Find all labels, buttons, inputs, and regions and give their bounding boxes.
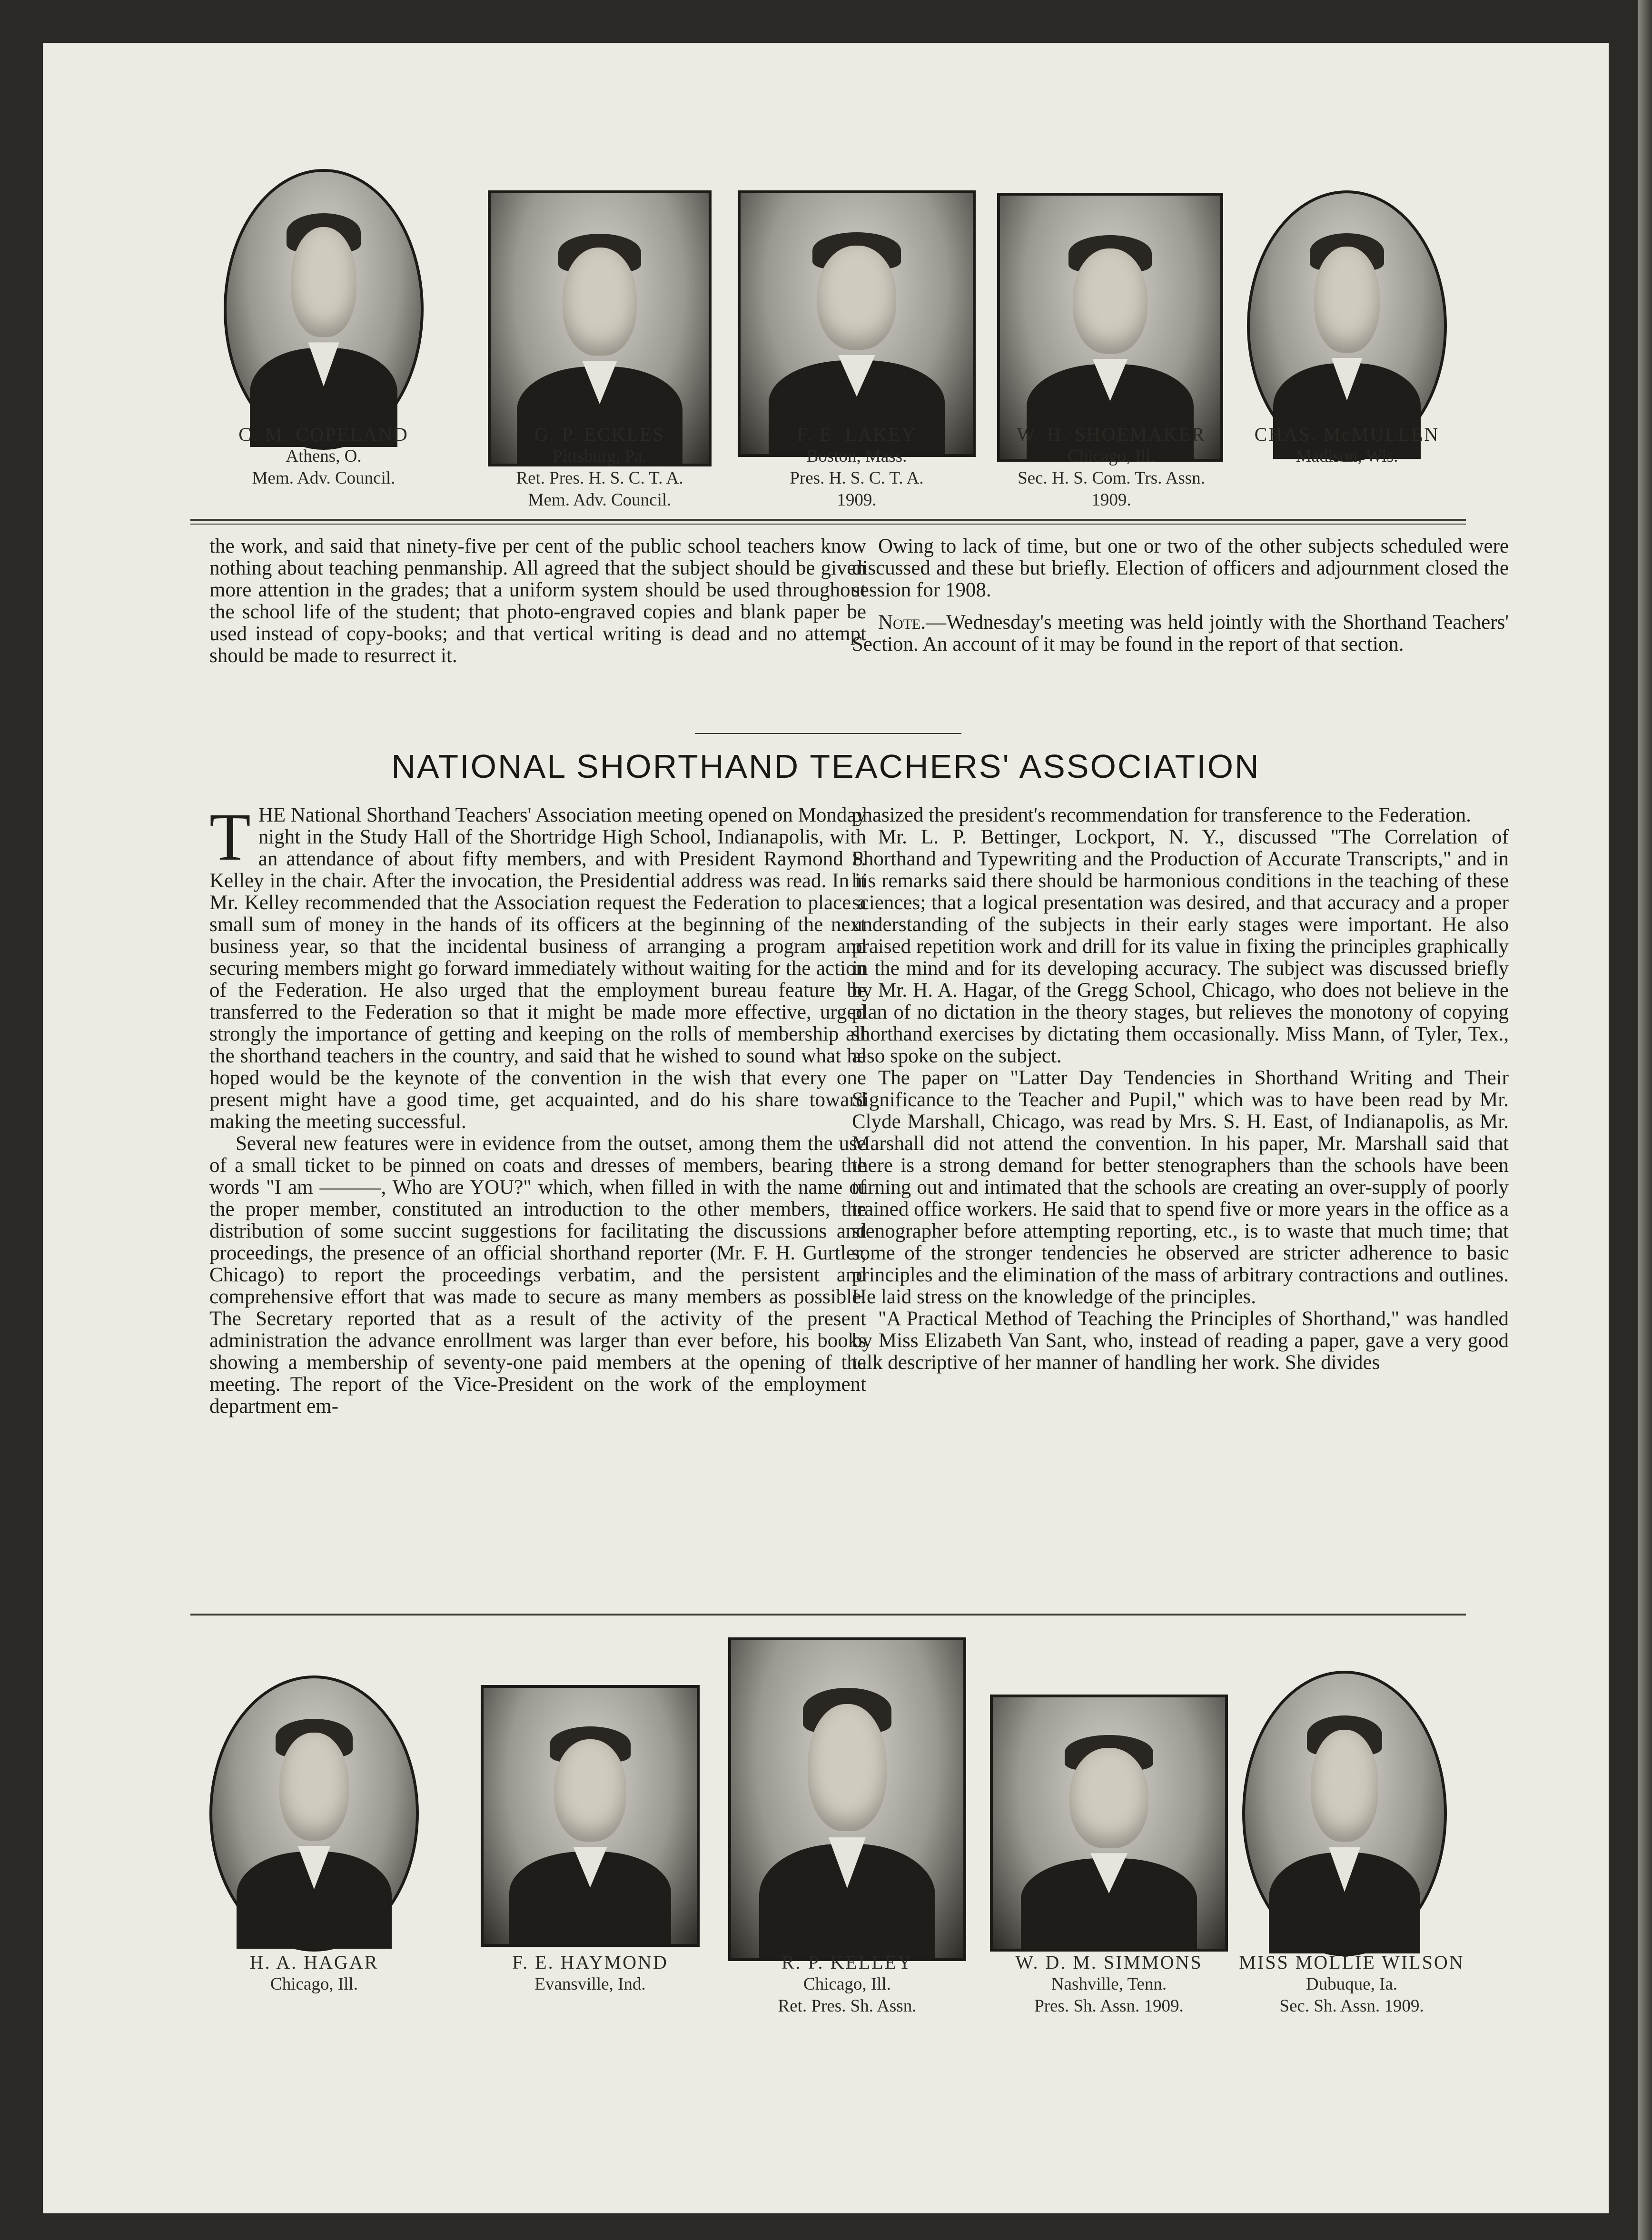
caption-line: Pres. Sh. Assn. 1909. xyxy=(1034,1996,1184,2016)
caption-line: Dubuque, Ia. xyxy=(1306,1974,1398,1994)
article-left-column xyxy=(209,799,866,1417)
article-paragraph: "A Practical Method of Teaching the Principles of Shorthand," was handled by Miss Elizabeth Van Sant, who, instead of reading a paper, gave a very good talk descriptive of her manner of handling her work. She divides xyxy=(852,1308,1509,1374)
caption-name: C. M. COPELAND xyxy=(238,424,409,445)
caption-name: F. E. LAKEY xyxy=(796,424,917,445)
caption-lakey xyxy=(723,424,990,511)
portrait-lakey xyxy=(738,190,976,457)
page-binding-edge xyxy=(1638,0,1652,2240)
caption-wilson xyxy=(1218,1952,1485,2017)
article-paragraph: phasized the president's recommendation for transference to the Federation. xyxy=(852,804,1471,826)
caption-line: Ret. Pres. Sh. Assn. xyxy=(778,1996,917,2016)
caption-name: H. A. HAGAR xyxy=(249,1952,379,1973)
upper-left-paragraph: the work, and said that ninety-five per cent of the public school teachers know nothing about teaching penmanship. All agreed that the subject should be given more attention in the grades; that a uniform system should be used throughout the school life of the student; that photo-engraved copies and blank paper be used instead of copy-books; and that vertical writing is dead and no attempt should be made to resurrect it. xyxy=(209,535,866,667)
caption-hagar xyxy=(195,1952,433,1995)
caption-line: Athens, O. xyxy=(286,446,362,466)
caption-name: W. D. M. SIMMONS xyxy=(1015,1952,1203,1973)
article-paragraph: Several new features were in evidence from the outset, among them the use of a small ticket to be pinned on coats and dresses of members, bearing the words "I am ———, Who are YOU?" which, when filled in with the name of the proper member, constituted an introduction to the other members, the distribution of some succint suggestions for facilitating the discussions and proceedings, the presence of an official shorthand reporter (Mr. F. H. Gurtler, Chicago) to report the proceedings verbatim, and the persistent and comprehensive effort that was made to secure as many members as possible. The Secretary reported that as a result of the activity of the present administration the advance enrollment was larger than ever before, his books showing a membership of seventy-one paid members at the opening of the meeting. The report of the Vice-President on the work of the employment department em- xyxy=(209,1132,866,1417)
portrait-mcmullen xyxy=(1247,190,1447,462)
caption-line: 1909. xyxy=(1091,490,1131,510)
caption-haymond xyxy=(462,1952,719,1995)
upper-left-column xyxy=(209,535,866,667)
article-paragraph-text: HE National Shorthand Teachers' Association meeting opened on Monday night in the Study Hall of the Shortridge High School, Indianapolis, with an attendance of about fifty members, and with President Raymond P. Kelley in the chair. After the invocation, the Presidential address was read. In it Mr. Kelley recommended that the Association request the Federation to place a small sum of money in the hands of its officers at the beginning of the next business year, so that the incidental business of arranging a program and securing members might go forward immediately without waiting for the action of the Federation. He also urged that the employment bureau feature be transferred to the Federation so that it might be made more effective, urged strongly the importance of getting and keeping on the rolls of membership all the shorthand teachers in the country, and said that he wished to sound what he hoped would be the keynote of the convention in the wish that every one present might have a good time, get acquainted, and do his share toward making the meeting successful. xyxy=(209,804,866,1133)
caption-mcmullen xyxy=(1228,424,1466,467)
caption-name: G. P. ECKLES xyxy=(534,424,665,445)
caption-line: Pres. H. S. C. T. A. xyxy=(790,468,924,488)
caption-line: Madison, Wis. xyxy=(1296,446,1398,466)
article-paragraph xyxy=(209,799,866,1133)
upper-right-paragraph: Owing to lack of time, but one or two of the other subjects scheduled were discussed and these but briefly. Election of officers and adjournment closed the session for 1908. xyxy=(852,535,1509,601)
caption-eckles xyxy=(462,424,738,511)
top-divider xyxy=(190,519,1466,521)
caption-line: Boston, Mass. xyxy=(806,446,907,466)
portrait-shoemaker xyxy=(997,193,1223,462)
note-label: Note. xyxy=(878,611,926,634)
section-divider xyxy=(695,733,961,734)
caption-line: Mem. Adv. Council. xyxy=(252,468,396,488)
portrait-hagar xyxy=(209,1675,419,1952)
caption-line: Mem. Adv. Council. xyxy=(528,490,672,510)
portrait-wilson xyxy=(1242,1671,1447,1956)
drop-cap: T xyxy=(209,799,251,874)
article-paragraph: Mr. L. P. Bettinger, Lockport, N. Y., discussed "The Correlation of Shorthand and Typewriting and the Production of Accurate Transcripts," and in his remarks said there should be harmonious conditions in the teaching of these sciences; that a logical presentation was desired, and that accuracy and a proper understanding of the subjects in their early stages were important. He also praised repetition work and drill for its value in fixing the principles graphically in the mind and for its developing accuracy. The subject was discussed briefly by Mr. H. A. Hagar, of the Gregg School, Chicago, who does not believe in the plan of no dictation in the theory stages, but relieves the monotony of copying shorthand exercises by dictating them occasionally. Miss Mann, of Tyler, Tex., also spoke on the subject. xyxy=(852,826,1509,1067)
caption-line: 1909. xyxy=(837,490,877,510)
caption-kelley xyxy=(719,1952,976,2017)
caption-name: W. H. SHOEMAKER xyxy=(1017,424,1206,445)
caption-name: F. E. HAYMOND xyxy=(512,1952,668,1973)
caption-line: Evansville, Ind. xyxy=(534,1974,646,1994)
section-title: NATIONAL SHORTHAND TEACHERS' ASSOCIATION xyxy=(391,748,1260,785)
caption-line: Chicago, Ill. xyxy=(1068,446,1155,466)
top-divider-thin xyxy=(190,524,1466,525)
article-right-column xyxy=(852,804,1509,1374)
caption-name: CHAS. McMULLEN xyxy=(1254,424,1440,445)
note-paragraph xyxy=(852,612,1509,655)
note-text: —Wednesday's meeting was held jointly with the Shorthand Teachers' Section. An account of it may be found in the report of that section. xyxy=(852,611,1509,655)
caption-line: Ret. Pres. H. S. C. T. A. xyxy=(516,468,683,488)
caption-name: R. P. KELLEY xyxy=(781,1952,913,1973)
caption-line: Nashville, Tenn. xyxy=(1051,1974,1167,1994)
caption-line: Sec. Sh. Assn. 1909. xyxy=(1279,1996,1424,2016)
portrait-copeland xyxy=(224,169,424,450)
caption-simmons xyxy=(976,1952,1242,2017)
caption-shoemaker xyxy=(961,424,1261,511)
article-paragraph: The paper on "Latter Day Tendencies in Shorthand Writing and Their Significance to the Teacher and Pupil," which was to have been read by Mr. Clyde Marshall, Chicago, was read by Mrs. S. H. East, of Indianapolis, as Mr. Marshall did not attend the convention. In his paper, Mr. Marshall said that there is a strong demand for better stenographers than the schools have been turning out and intimated that the schools are creating an over-supply of poorly trained office workers. He said that to spend five or more years in the office as a stenographer before attempting reporting, etc., is to waste that much time; that some of the stronger tendencies he observed are stricter adherence to basic principles and the elimination of the mass of arbitrary contractions and outlines. He laid stress on the knowledge of the principles. xyxy=(852,1067,1509,1308)
portrait-simmons xyxy=(990,1695,1228,1952)
caption-line: Sec. H. S. Com. Trs. Assn. xyxy=(1018,468,1205,488)
portrait-kelley xyxy=(728,1637,966,1961)
caption-line: Chicago, Ill. xyxy=(803,1974,891,1994)
magazine-page xyxy=(43,43,1609,2213)
upper-right-column xyxy=(852,535,1509,655)
caption-name: MISS MOLLIE WILSON xyxy=(1239,1952,1464,1973)
portrait-haymond xyxy=(481,1685,700,1947)
caption-line: Chicago, Ill. xyxy=(270,1974,358,1994)
caption-copeland xyxy=(209,424,438,489)
bottom-divider xyxy=(190,1614,1466,1616)
caption-line: Pittsburg, Pa. xyxy=(553,446,647,466)
